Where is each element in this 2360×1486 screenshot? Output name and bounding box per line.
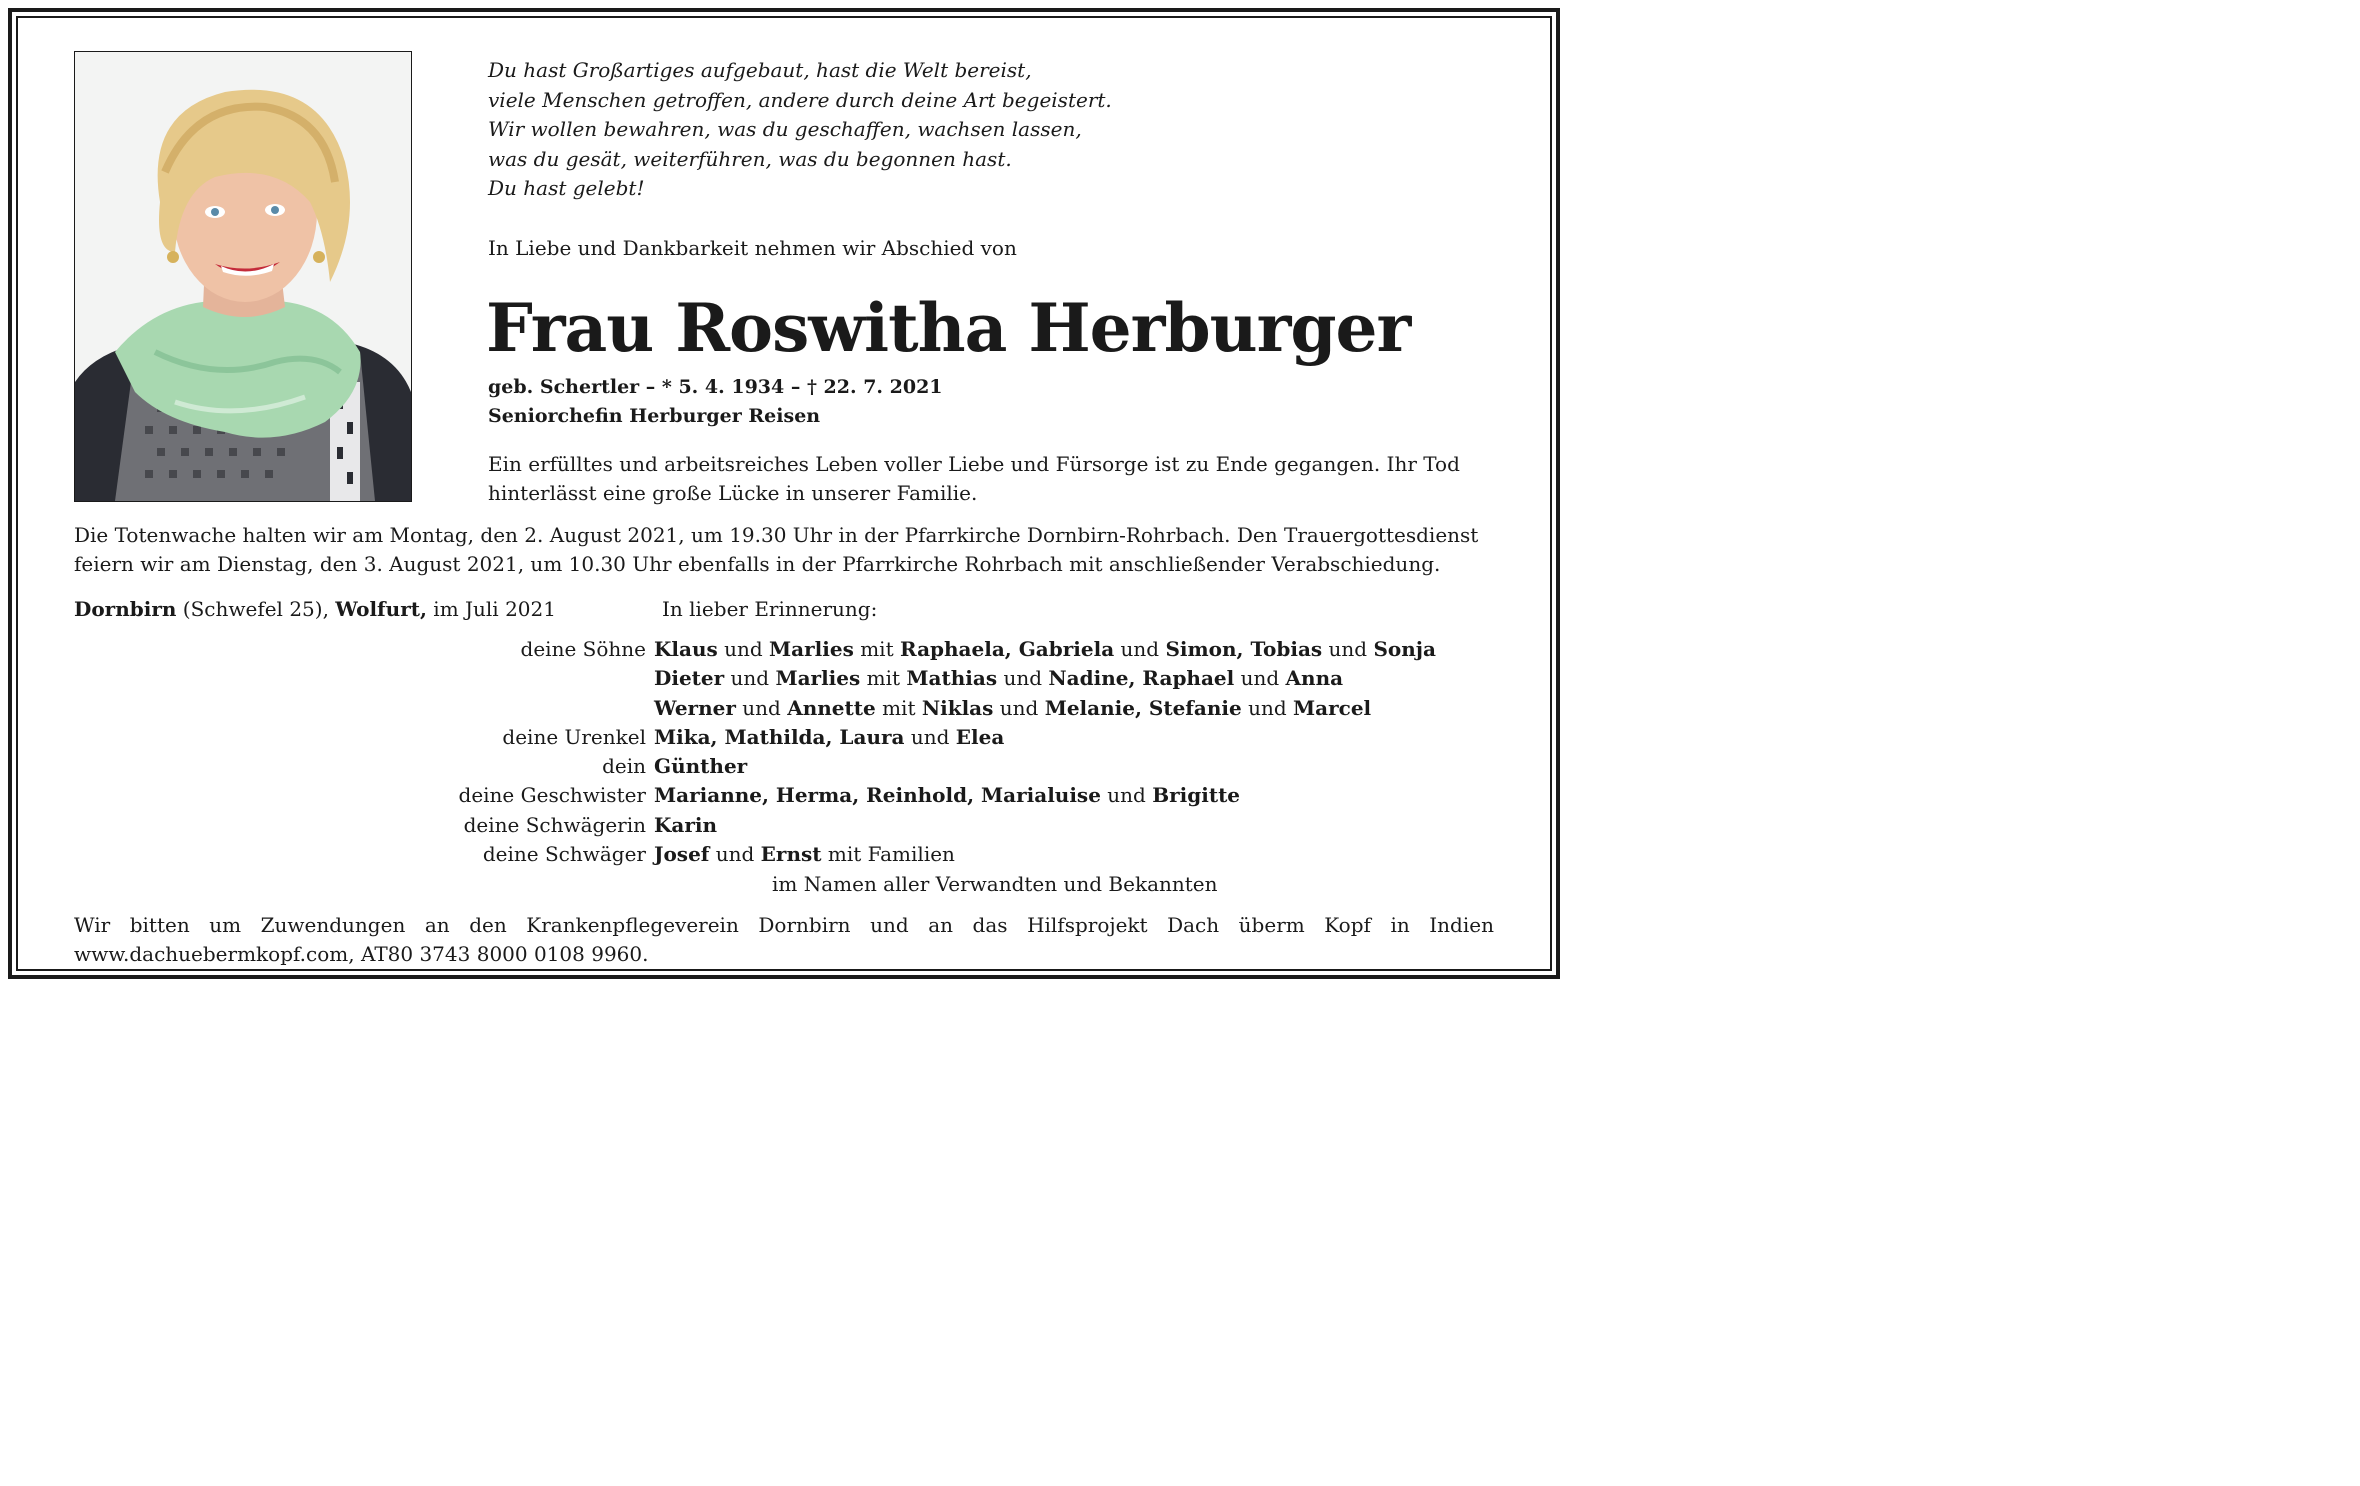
place-town: Dornbirn: [74, 597, 177, 621]
family-connector: und: [1234, 666, 1286, 691]
place-date: im Juli 2021: [426, 597, 556, 621]
poem-line: viele Menschen getroffen, andere durch deine Art begeistert.: [488, 87, 1112, 112]
family-row: [300, 752, 1560, 781]
donation-word: überm: [1238, 913, 1305, 937]
wake-and-service-info: [74, 521, 1478, 579]
donation-word: den: [469, 913, 507, 937]
family-connector: und: [1114, 637, 1166, 661]
family-names: [654, 811, 717, 840]
poem: [488, 56, 1248, 204]
family-member-name: Werner: [654, 695, 736, 720]
family-member-name: Mathias: [906, 666, 998, 691]
donation-word: das: [972, 913, 1008, 937]
family-relation: deine Geschwister: [458, 783, 646, 808]
life-line: hinterlässt eine große Lücke in unserer Familie.: [488, 481, 978, 505]
donation-word: bitten: [129, 913, 190, 937]
family-connector: mit: [875, 695, 922, 720]
family-relation: dein: [602, 754, 646, 779]
role-title: Seniorchefin Herburger Reisen: [488, 405, 821, 427]
family-connector: mit: [860, 666, 907, 691]
family-member-name: Melanie, Stefanie: [1044, 695, 1242, 720]
donation-word: Kopf: [1324, 913, 1371, 937]
donation-word: an: [928, 913, 953, 937]
family-connector: und: [735, 695, 788, 720]
family-member-name: Dieter: [654, 666, 725, 691]
donation-word: in: [1390, 913, 1410, 937]
family-row: [300, 694, 1560, 723]
family-names: [654, 694, 1371, 723]
donation-word: um: [209, 913, 242, 937]
family-connector: und: [717, 637, 770, 661]
donation-word: Wir: [74, 913, 111, 937]
place-address: (Schwefel 25),: [176, 597, 336, 621]
family-member-name: Karin: [654, 812, 718, 837]
family-member-name: Marcel: [1293, 695, 1372, 720]
poem-line: Du hast Großartiges aufgebaut, hast die Welt bereist,: [488, 58, 1032, 82]
family-relation: [300, 664, 654, 693]
family-connector: und: [724, 666, 776, 691]
family-connector: und: [709, 842, 761, 867]
family-names: [654, 840, 955, 869]
family-member-name: Mika, Mathilda, Laura: [654, 724, 905, 749]
donation-word: an: [424, 913, 450, 937]
family-names: [654, 664, 1343, 693]
place-and-date: [74, 595, 556, 624]
family-member-name: Anna: [1285, 666, 1344, 691]
family-member-name: Marlies: [769, 637, 854, 661]
family-member-name: Annette: [787, 695, 876, 720]
family-connector: und: [1241, 695, 1294, 720]
family-connector: mit: [853, 637, 900, 661]
family-connector: mit Familien: [821, 842, 955, 867]
place-town: Wolfurt,: [335, 597, 427, 621]
donation-line: [74, 911, 1494, 940]
memory-heading: In lieber Erinnerung:: [662, 597, 878, 621]
family-member-name: Raphaela, Gabriela: [899, 637, 1115, 661]
family-list: [300, 635, 1560, 869]
family-member-name: Ernst: [760, 842, 822, 867]
family-row: [300, 781, 1560, 810]
family-relation: [300, 694, 654, 723]
donation-word: Zuwendungen: [260, 913, 406, 937]
poem-line: was du gesät, weiterführen, was du begonnen hast.: [488, 146, 1012, 171]
family-member-name: Sonja: [1373, 637, 1436, 661]
poem-line: Wir wollen bewahren, was du geschaffen, wachsen lassen,: [488, 117, 1082, 141]
donation-request: [74, 911, 1494, 969]
donation-word: Indien: [1429, 913, 1494, 937]
family-member-name: Marlies: [775, 666, 861, 691]
life-line: Ein erfülltes und arbeitsreiches Leben voller Liebe und Fürsorge ist zu Ende gegangen. Ihr Tod: [488, 452, 1460, 476]
donation-word: Krankenpflegeverein: [526, 913, 739, 937]
birth-death-dates: geb. Schertler – * 5. 4. 1934 – † 22. 7. 2021: [488, 376, 943, 398]
wake-line: Die Totenwache halten wir am Montag, den 2. August 2021, um 19.30 Uhr in der Pfarrkirche Dornbirn-Rohrbach. Den Trauergottesdienst: [74, 523, 1479, 547]
family-member-name: Josef: [654, 842, 710, 867]
family-connector: und: [997, 666, 1049, 691]
donation-word: Dornbirn: [758, 913, 851, 937]
family-connector: und: [904, 724, 956, 749]
family-row: [300, 811, 1560, 840]
wake-line: feiern wir am Dienstag, den 3. August 2021, um 10.30 Uhr ebenfalls in der Pfarrkirche Rohrbach mit anschließender Verabschiedung.: [74, 552, 1441, 576]
signoff: im Namen aller Verwandten und Bekannten: [772, 872, 1218, 896]
family-member-name: Elea: [955, 724, 1005, 749]
family-names: [654, 723, 1004, 752]
family-member-name: Günther: [654, 754, 748, 779]
donation-word: Dach: [1167, 913, 1220, 937]
family-member-name: Simon, Tobias: [1165, 637, 1323, 661]
family-relation: deine Schwäger: [482, 842, 646, 867]
family-member-name: Marianne, Herma, Reinhold, Marialuise: [654, 783, 1101, 808]
family-row: [300, 664, 1560, 693]
family-member-name: Nadine, Raphael: [1048, 666, 1235, 691]
family-connector: und: [1322, 637, 1374, 661]
family-member-name: Niklas: [921, 695, 994, 720]
deceased-name: Frau Roswitha Herburger: [486, 289, 1411, 367]
family-member-name: Brigitte: [1152, 783, 1241, 808]
family-relation: deine Urenkel: [502, 724, 646, 749]
family-connector: und: [993, 695, 1045, 720]
family-relation: deine Söhne: [520, 637, 646, 661]
family-names: [654, 781, 1240, 810]
donation-line: www.dachuebermkopf.com, AT80 3743 8000 0108 9960.: [74, 942, 649, 966]
donation-word: Hilfsprojekt: [1027, 913, 1148, 937]
family-connector: und: [1100, 783, 1153, 808]
portrait-photo: [74, 51, 412, 502]
family-row: [300, 635, 1560, 664]
intro-text: In Liebe und Dankbarkeit nehmen wir Abschied von: [488, 236, 1017, 260]
family-member-name: Klaus: [654, 637, 718, 661]
family-names: [654, 635, 1436, 664]
family-row: [300, 840, 1560, 869]
family-row: [300, 723, 1560, 752]
family-names: [654, 752, 747, 781]
donation-word: und: [870, 913, 909, 937]
life-summary: [488, 450, 1460, 508]
family-relation: deine Schwägerin: [463, 812, 646, 837]
poem-line: Du hast gelebt!: [488, 176, 645, 200]
